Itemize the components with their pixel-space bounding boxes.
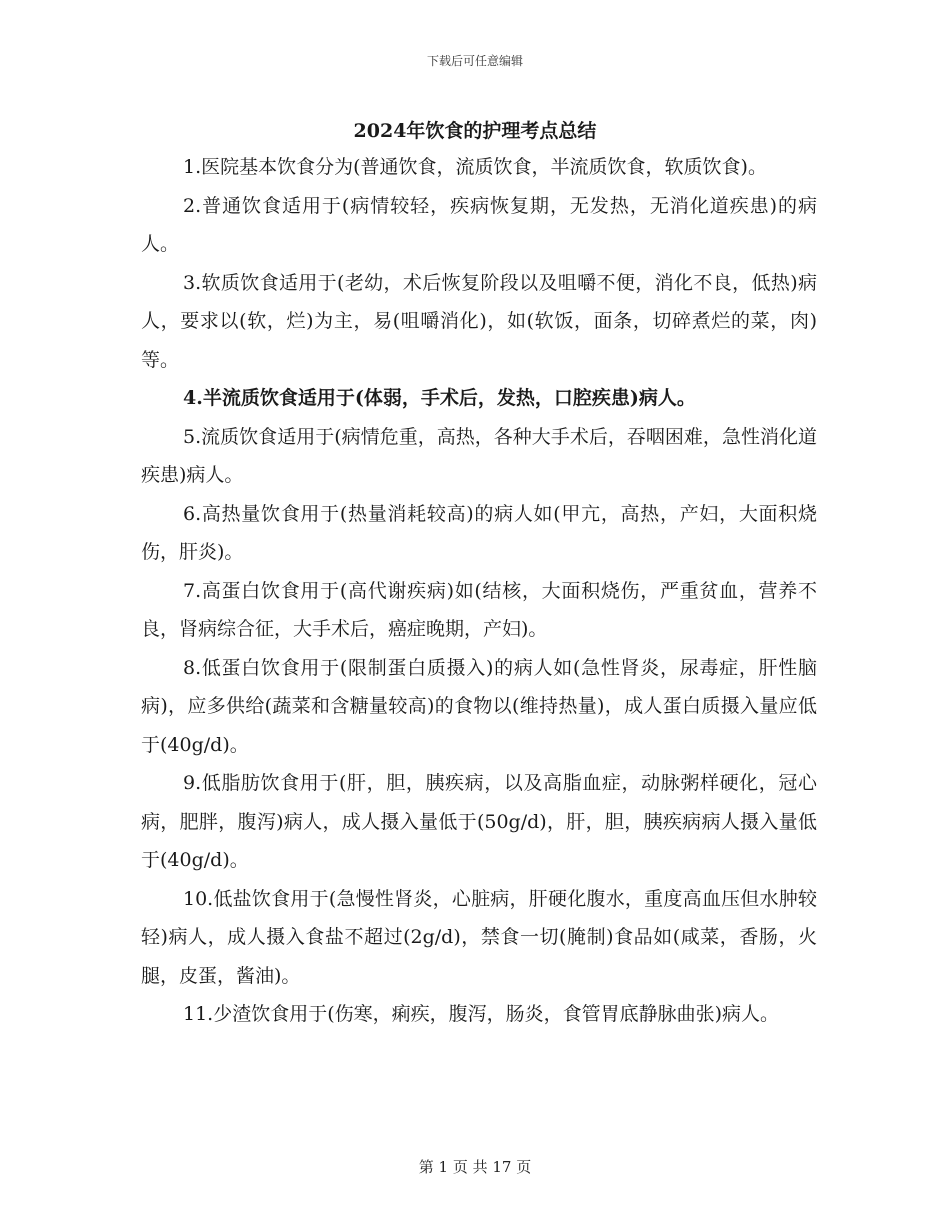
document-body bbox=[141, 148, 817, 1034]
paragraph-item-10: 10.低盐饮食用于(急慢性肾炎，心脏病，肝硬化腹水，重度高血压但水肿较轻)病人，成人摄入食盐不超过(2g/d)，禁食一切(腌制)食品如(咸菜，香肠，火腿，皮蛋，酱油)。 bbox=[141, 887, 817, 987]
document-title: 2024年饮食的护理考点总结 bbox=[353, 120, 597, 142]
paragraph-item-11: 11.少渣饮食用于(伤寒，痢疾，腹泻，肠炎，食管胃底静脉曲张)病人。 bbox=[183, 1003, 780, 1025]
paragraph-item-5: 5.流质饮食适用于(病情危重，高热，各种大手术后，吞咽困难，急性消化道疾患)病人。 bbox=[141, 425, 817, 486]
paragraph-item-9: 9.低脂肪饮食用于(肝，胆，胰疾病，以及高脂血症，动脉粥样硬化，冠心病，肥胖，腹泻)病人，成人摄入量低于(50g/d)，肝，胆，胰疾病病人摄入量低于(40g/d)。 bbox=[141, 772, 817, 871]
paragraph-item-6: 6.高热量饮食用于(热量消耗较高)的病人如(甲亢，高热，产妇，大面积烧伤，肝炎)。 bbox=[141, 502, 817, 563]
paragraph-item-3: 3.软质饮食适用于(老幼，术后恢复阶段以及咀嚼不便，消化不良，低热)病人，要求以(软，烂)为主，易(咀嚼消化)，如(软饭，面条，切碎煮烂的菜，肉)等。 bbox=[141, 271, 817, 371]
page-number: 第 1 页 共 17 页 bbox=[418, 1158, 532, 1176]
paragraph-item-7: 7.高蛋白饮食用于(高代谢疾病)如(结核，大面积烧伤，严重贫血，营养不良，肾病综合征，大手术后，癌症晚期，产妇)。 bbox=[141, 579, 817, 640]
paragraph-item-1: 1.医院基本饮食分为(普通饮食，流质饮食，半流质饮食，软质饮食)。 bbox=[183, 156, 767, 178]
page-header: 下载后可任意编辑 bbox=[426, 54, 523, 68]
paragraph-item-8: 8.低蛋白饮食用于(限制蛋白质摄入)的病人如(急性肾炎，尿毒症，肝性脑病)，应多供给(蔬菜和含糖量较高)的食物以(维持热量)，成人蛋白质摄入量应低于(40g/d)。 bbox=[141, 656, 817, 756]
paragraph-item-2: 2.普通饮食适用于(病情较轻，疾病恢复期，无发热，无消化道疾患)的病人。 bbox=[141, 194, 817, 255]
paragraph-item-4: 4.半流质饮食适用于(体弱，手术后，发热，口腔疾患)病人。 bbox=[183, 387, 696, 409]
